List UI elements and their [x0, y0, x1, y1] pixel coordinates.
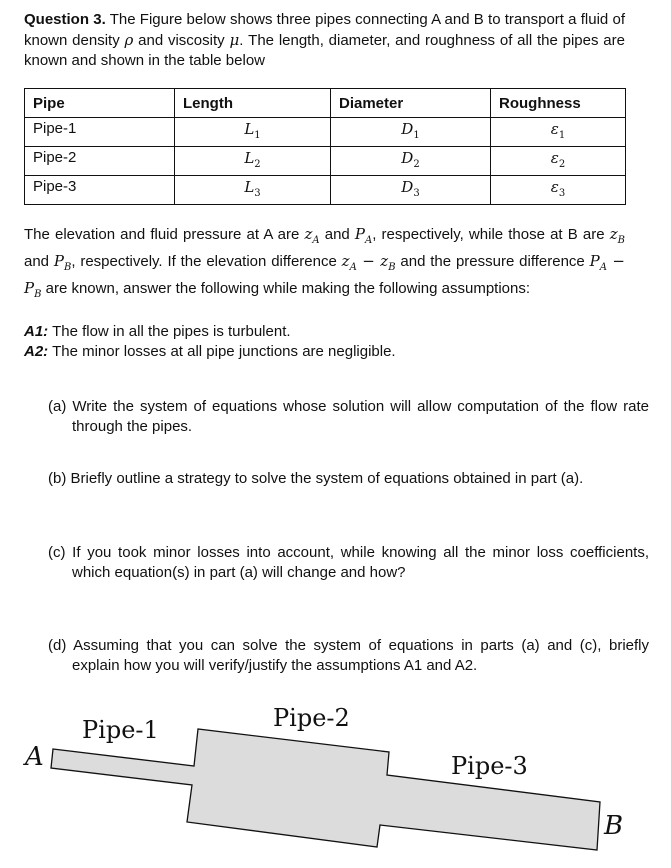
length-cell: $L_1$ — [175, 118, 331, 147]
header-roughness: Roughness — [491, 89, 626, 118]
header-length: Length — [175, 89, 331, 118]
pipe-name-cell: Pipe-1 — [25, 118, 175, 147]
pressure-difference: $P_A - P_B$ — [24, 252, 625, 300]
part-text: Assuming that you can solve the system of equations in parts (a) and (c), briefly explain how you will verify/justify the assumptions A1 and A2. — [66, 637, 649, 674]
part-label: (a) — [48, 398, 67, 415]
pipe-properties-table — [24, 88, 626, 205]
pipe-1-label: Pipe-1 — [82, 716, 159, 744]
assumption-a2 — [24, 342, 396, 362]
assumption-label: A2: — [24, 343, 49, 360]
table-row — [25, 118, 626, 147]
pipe-name-cell: Pipe-3 — [25, 176, 175, 205]
elevation-difference: $z_A - z_B$ — [341, 252, 396, 273]
part-label: (c) — [48, 544, 66, 561]
diameter-cell: $D_2$ — [331, 147, 491, 176]
question-title: Question 3. — [24, 11, 106, 28]
assumption-text: The minor losses at all pipe junctions are negligible. — [48, 343, 396, 360]
length-cell: $L_3$ — [175, 176, 331, 205]
part-b — [48, 469, 649, 489]
table-header-row — [25, 89, 626, 118]
diameter-cell: $D_3$ — [331, 176, 491, 205]
table-row — [25, 147, 626, 176]
intro-text-2: and viscosity — [133, 32, 230, 49]
conditions-paragraph: The elevation and fluid pressure at A are $z_A$ and $P_A$, respectively, while those at B are $z_B$ and $P_B$, respectively. If the elevation difference $z_A - z_B$ and the pressure difference $P_A - P_B$ are known, answer the following while making the following assumptions: — [24, 225, 625, 300]
assumption-label: A1: — [24, 323, 49, 340]
length-cell: $L_2$ — [175, 147, 331, 176]
part-label: (b) — [48, 470, 67, 487]
intro-text-3: . The length, diameter, and roughness of all the pipes are known and shown in the table below — [24, 32, 625, 69]
roughness-cell: $\varepsilon_1$ — [491, 118, 626, 147]
diameter-cell: $D_1$ — [331, 118, 491, 147]
point-a-label: A — [25, 742, 44, 772]
pipe-2-label: Pipe-2 — [273, 704, 350, 732]
roughness-cell: $\varepsilon_3$ — [491, 176, 626, 205]
header-diameter: Diameter — [331, 89, 491, 118]
mu-symbol: μ — [229, 31, 240, 49]
pipe-3-label: Pipe-3 — [451, 752, 528, 780]
assumption-text: The flow in all the pipes is turbulent. — [48, 323, 291, 340]
part-c — [48, 543, 649, 583]
pipe-shape — [51, 729, 600, 850]
table-row — [25, 176, 626, 205]
point-b-label: B — [604, 811, 624, 841]
z-b: $z_B$ — [609, 225, 625, 246]
part-text: Write the system of equations whose solution will allow computation of the flow rate through the pipes. — [66, 398, 649, 435]
rho-symbol: ρ — [124, 31, 134, 49]
p-a: $P_A$ — [354, 225, 373, 246]
z-a: $z_A$ — [304, 225, 320, 246]
part-text: Briefly outline a strategy to solve the system of equations obtained in part (a). — [66, 470, 584, 487]
roughness-cell: $\varepsilon_2$ — [491, 147, 626, 176]
part-d — [48, 636, 649, 676]
header-pipe: Pipe — [25, 89, 175, 118]
part-text: If you took minor losses into account, while knowing all the minor loss coefficients, which equation(s) in part (a) will change and how? — [65, 544, 649, 581]
question-intro — [24, 10, 625, 71]
part-label: (d) — [48, 637, 67, 654]
intro-text-1: The Figure below shows three pipes connecting A and B to transport a fluid of known density — [24, 11, 626, 49]
part-a — [48, 397, 649, 437]
pipe-name-cell: Pipe-2 — [25, 147, 175, 176]
assumption-a1 — [24, 322, 291, 342]
p-b: $P_B$ — [53, 252, 72, 273]
